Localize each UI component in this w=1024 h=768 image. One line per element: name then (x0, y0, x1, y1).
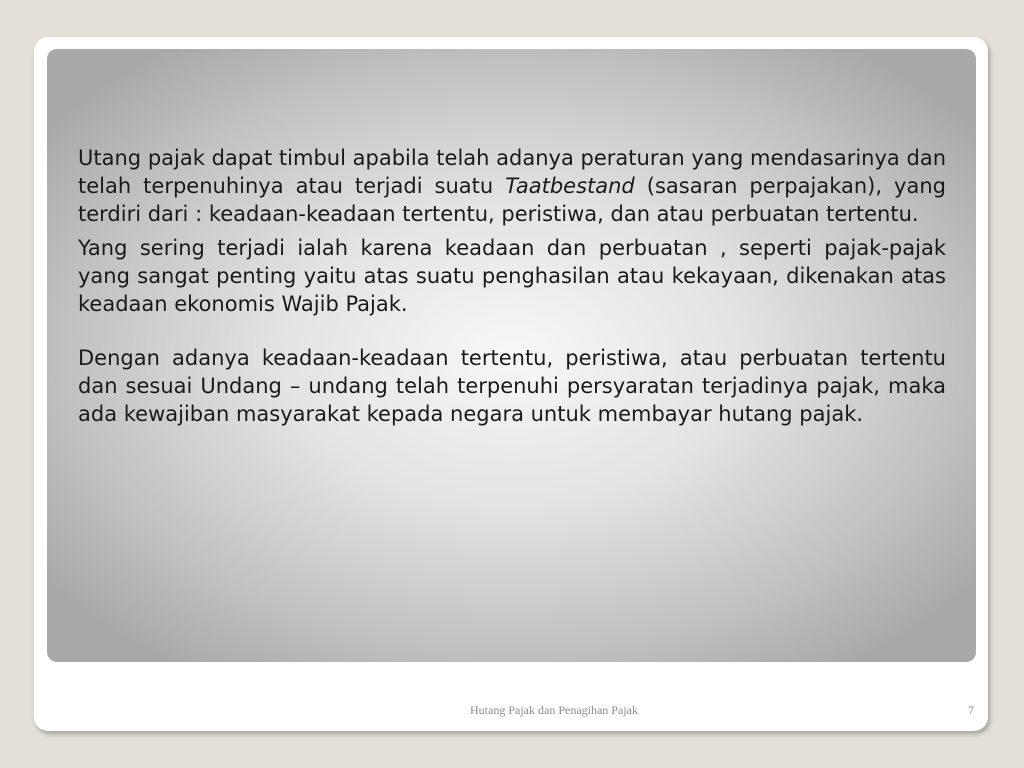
paragraph-3: Dengan adanya keadaan-keadaan tertentu, peristiwa, atau perbuatan tertentu dan sesuai Undang – undang telah terpenuhi persyaratan terjadinya pajak, maka ada kewajiban masyarakat kepada negara untuk membayar hutang pajak. (78, 346, 946, 426)
page-number: 7 (968, 703, 974, 717)
slide-body-text (78, 144, 946, 428)
paragraph-1 (78, 144, 946, 228)
paragraph-1-emphasis: Taatbestand (505, 174, 635, 198)
paragraph-2: Yang sering terjadi ialah karena keadaan dan perbuatan , seperti pajak-pajak yang sangat penting yaitu atas suatu penghasilan atau kekayaan, dikenakan atas keadaan ekonomis Wajib Pajak. (78, 236, 946, 316)
footer-title: Hutang Pajak dan Penagihan Pajak (470, 703, 638, 717)
paragraph-1-before: Utang pajak dapat timbul apabila telah adanya peraturan yang mendasarinya dan telah terpenuhinya atau terjadi suatu (78, 146, 946, 198)
slide-frame (34, 37, 988, 731)
content-panel (47, 49, 976, 662)
paragraph-1-after: (sasaran perpajakan), yang terdiri dari : keadaan-keadaan tertentu, peristiwa, dan atau perbuatan tertentu. (78, 174, 946, 226)
